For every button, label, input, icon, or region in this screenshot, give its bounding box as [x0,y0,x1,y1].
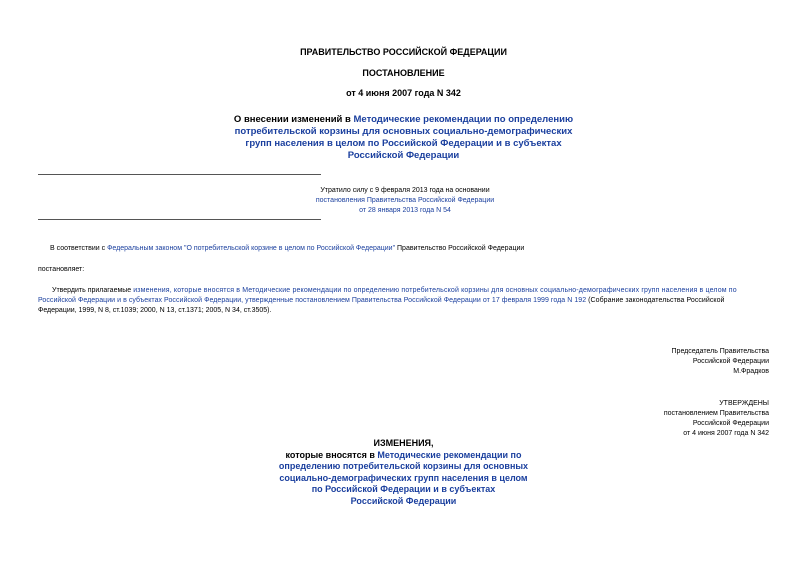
preamble [50,244,770,254]
divider-top [38,174,321,175]
approved-label: УТВЕРЖДЕНЫ [719,400,769,407]
approve-paragraph [38,286,769,316]
approved-date: от 4 июня 2007 года N 342 [683,430,769,437]
changes-link-line1[interactable]: Методические рекомендации по [377,449,522,460]
changes-link-b[interactable]: Российской Федерации и в субъектах Российской Федерации, утвержденные постановлением Правительства Российской Федерации от 17 февраля 1999 года N 192 [38,297,587,304]
approve-line-3: Федерации, 1999, N 8, ст.1039; 2000, N 13, ст.1371; 2005, N 34, ст.3505). [38,307,272,314]
title-link-line2[interactable]: потребительской корзины для основных социально-демографических [234,126,573,137]
title-prefix: О внесении изменений в [233,114,354,125]
title-link-line3[interactable]: групп населения в целом по Российской Федерации и в субъектах [245,138,562,149]
government-heading: ПРАВИТЕЛЬСТВО РОССИЙСКОЙ ФЕДЕРАЦИИ [300,47,507,57]
signature-block [569,347,769,377]
approved-by: постановлением Правительства [663,410,769,417]
changes-link-line2[interactable]: определению потребительской корзины для основных [278,461,529,471]
approve-lead: Утвердить прилагаемые [52,287,132,294]
federal-law-link[interactable]: Федеральным законом "О потребительской корзине в целом по Российской Федерации" [107,245,396,252]
signature-name: М.Фрадков [733,368,769,375]
changes-link-line4[interactable]: по Российской Федерации и в субъектах [311,484,496,494]
changes-link-a[interactable]: изменения, которые вносятся в Методические рекомендации по определению потребительской корзины для основных социально-демографических групп населения в целом по [133,287,737,294]
expiry-link-resolution[interactable]: постановления Правительства Российской Федерации [315,197,495,204]
approved-block [569,399,769,439]
preamble-prefix: В соответствии с [50,245,108,252]
preamble-suffix: Правительство Российской Федерации [395,245,525,252]
approved-country: Российской Федерации [692,420,769,427]
changes-link-line3[interactable]: социально-демографических групп населения в целом [279,472,528,483]
document-date-number: от 4 июня 2007 года N 342 [346,88,461,98]
resolves-text: постановляет: [38,266,85,273]
expiry-link-date[interactable]: от 28 января 2013 года N 54 [359,207,451,214]
changes-heading: ИЗМЕНЕНИЯ, [373,438,434,448]
document-type: ПОСТАНОВЛЕНИЕ [362,68,445,78]
approve-line-1 [38,286,769,296]
expiry-notice-text: Утратило силу с 9 февраля 2013 года на основании [320,187,490,194]
signature-country: Российской Федерации [692,358,769,365]
divider-bottom [38,219,321,220]
changes-title [250,438,557,507]
title-link-line4[interactable]: Российской Федерации [347,150,460,161]
approve-tail: (Собрание законодательства Российской [586,297,725,304]
approve-line-2 [38,296,769,306]
document-title [200,114,607,162]
changes-link-line5[interactable]: Российской Федерации [350,495,457,506]
signature-title: Председатель Правительства [671,348,769,355]
expiry-notice [300,186,510,216]
changes-prefix: которые вносятся в [285,449,378,460]
title-link-methodology[interactable]: Методические рекомендации по определению [353,114,574,125]
